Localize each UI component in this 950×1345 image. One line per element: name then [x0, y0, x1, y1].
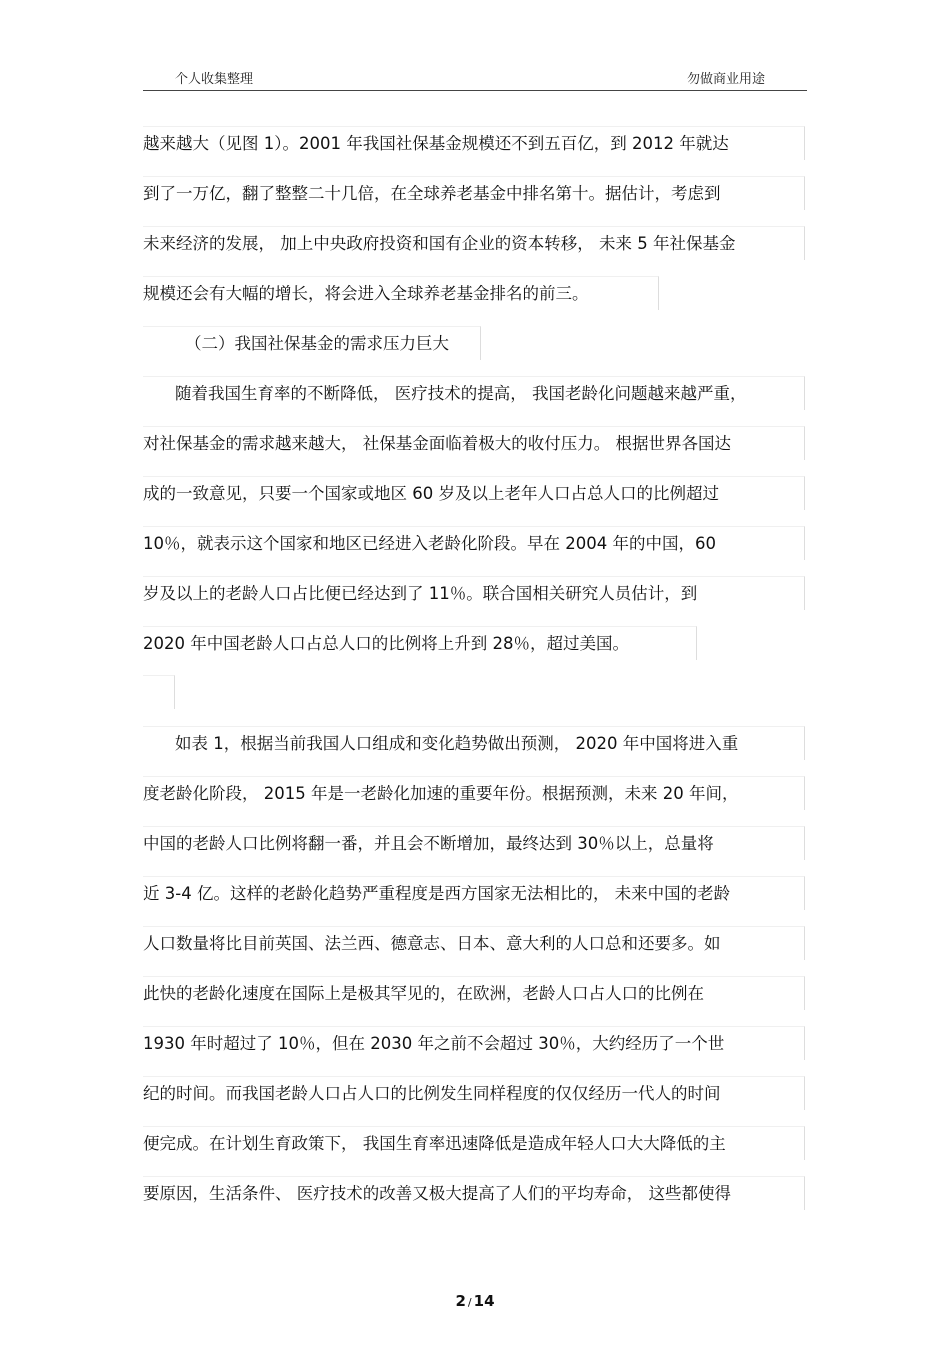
text-line-21: 要原因，生活条件、 医疗技术的改善又极大提高了人们的平均寿命， 这些都使得: [143, 1176, 805, 1210]
text-line-15: 近 3-4 亿。这样的老龄化趋势严重程度是西方国家无法相比的， 未来中国的老龄: [143, 876, 805, 910]
text-line-17: 此快的老龄化速度在国际上是极其罕见的，在欧洲，老龄人口占人口的比例在: [143, 976, 805, 1010]
header-left-text: 个人收集整理: [175, 72, 254, 87]
header-right-text: 勿做商业用途: [686, 72, 765, 87]
text-line-6: 随着我国生育率的不断降低， 医疗技术的提高， 我国老龄化问题越来越严重，: [143, 376, 805, 410]
text-line-18: 1930 年时超过了 10％，但在 2030 年之前不会超过 30％，大约经历了一个世: [143, 1026, 805, 1060]
text-line-3: 未来经济的发展， 加上中央政府投资和国有企业的资本转移， 未来 5 年社保基金: [143, 226, 805, 260]
text-line-12: 如表 1，根据当前我国人口组成和变化趋势做出预测， 2020 年中国将进入重: [143, 726, 805, 760]
text-line-1: 越来越大（见图 1）。2001 年我国社保基金规模还不到五百亿，到 2012 年就达: [143, 126, 805, 160]
text-line-14: 中国的老龄人口比例将翻一番，并且会不断增加，最终达到 30％以上，总量将: [143, 826, 805, 860]
text-line-19: 纪的时间。而我国老龄人口占人口的比例发生同样程度的仅仅经历一代人的时间: [143, 1076, 805, 1110]
page-header: [143, 66, 807, 91]
text-line-20: 便完成。在计划生育政策下， 我国生育率迅速降低是造成年轻人口大大降低的主: [143, 1126, 805, 1160]
text-line-9: 10％，就表示这个国家和地区已经进入老龄化阶段。早在 2004 年的中国，60: [143, 526, 805, 560]
text-line-8: 成的一致意见，只要一个国家或地区 60 岁及以上老年人口占总人口的比例超过: [143, 476, 805, 510]
page-separator: /: [467, 1296, 472, 1309]
text-line-10: 岁及以上的老龄人口占比便已经达到了 11％。联合国相关研究人员估计，到: [143, 576, 805, 610]
text-line-7: 对社保基金的需求越来越大， 社保基金面临着极大的收付压力。 根据世界各国达: [143, 426, 805, 460]
section-heading: （二）我国社保基金的需求压力巨大: [143, 326, 481, 360]
text-line-4: 规模还会有大幅的增长，将会进入全球养老基金排名的前三。: [143, 276, 659, 310]
page-number: [0, 1292, 950, 1310]
current-page: 2: [455, 1292, 466, 1310]
text-line-13: 度老龄化阶段， 2015 年是一老龄化加速的重要年份。根据预测，未来 20 年间，: [143, 776, 805, 810]
blank-placeholder: [143, 675, 175, 709]
total-pages: 14: [473, 1292, 495, 1310]
text-line-11: 2020 年中国老龄人口占总人口的比例将上升到 28％，超过美国。: [143, 626, 697, 660]
text-line-16: 人口数量将比目前英国、法兰西、德意志、日本、意大利的人口总和还要多。如: [143, 926, 805, 960]
text-line-2: 到了一万亿，翻了整整二十几倍，在全球养老基金中排名第十。据估计，考虑到: [143, 176, 805, 210]
